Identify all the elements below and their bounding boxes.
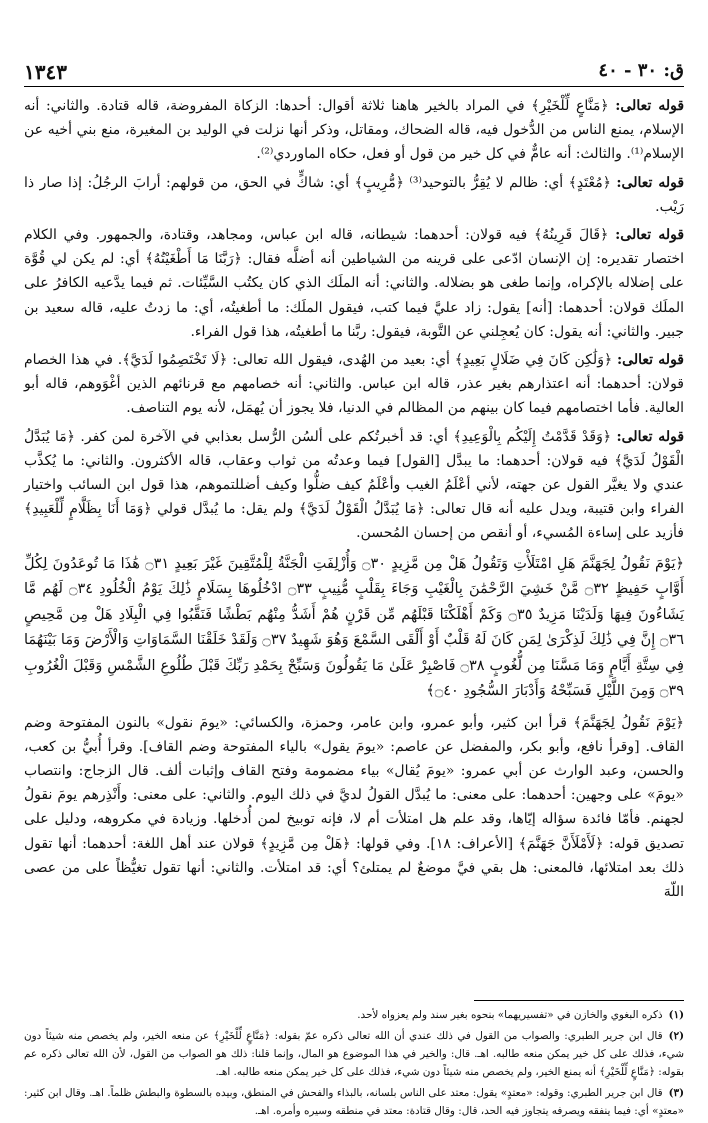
footnote-number: (١) [668,1009,684,1021]
footnote [24,1084,684,1120]
footnote-rule [474,1000,684,1001]
paragraph-lead: قوله تعالى: [616,174,685,191]
paragraph-text: ﴿قَالَ قَرِينُهُ﴾ فيه قولان: أحدهما: شيطانه، قاله ابن عباس، ومجاهد، وقتادة، والجمهور. وفي الكلام اختصار تقديره: إن الإنسان ادّعى على قرينه من الشياطين أنه أضلَّه فقال: ﴿رَبَّنَا مَا أَطْغَيْتُهُ﴾ أي: لم يكن لي قُوَّة على إضلاله بالإكراه، وإنما طغى هو بضلاله. والثاني: أنه الملَك الذي كان يكتُب السَّيِّئات. ثم فيما يدَّعيه الكافرُ على الملَك قولان: أحدهما: [أنه] يقول: زاد عليَّ فيما كتب، فيقول الملَك: ما أطغيتُه، أي: ما زدتُ عليه، قاله سعيد بن جبير. والثاني: أنه يقول: كان يُعجِلني عن التَّوبة، فيقول: ربَّنا ما أطغيتُه، هذا قول الفراء. [24,227,684,340]
paragraph [24,94,684,167]
paragraph-text: ﴿وَقَدْ قَدَّمْتُ إِلَيْكُم بِالْوَعِيدِ﴾ أي: قد أخبرتُكم على ألسُن الرُّسل بعذابي في الآخرة لمن كفر. ﴿مَا يُبَدَّلُ الْقَوْلُ لَدَيَّ﴾ فيه قولان: أحدهما: ما يبدَّل [القول] فيما وعدتُه من ثواب وعقاب، قاله الأكثرون. والثاني: ما يُكذَّب عندي ولا يغيَّر القول عن جهته، لأني أعْلَمُ الغيب وأعْلَمُ كيف ضلُّوا وكيف أضللتموهم، هذا قول ابن السائب واختيار الفراء وابن قتيبة، ويدل عليه أنه قال تعالى: ﴿مَا يُبَدَّلُ الْقَوْلُ لَدَيَّ﴾ ولم يقل: ما يُبدَّل قولي ﴿وَمَا أَنَا بِظَلَّامٍ لِّلْعَبِيدِ﴾ فأزيد على إساءة المُسيء، أو أنقص من إحسان المُحسن. [24,428,684,542]
quran-verses: ﴿يَوْمَ نَقُولُ لِجَهَنَّمَ هَلِ امْتَلَأْتِ وَتَقُولُ هَلْ مِن مَّزِيدٍ ۝٣٠ وَأُزْلِفَتِ الْجَنَّةُ لِلْمُتَّقِينَ غَيْرَ بَعِيدٍ ۝٣١ هَٰذَا مَا تُوعَدُونَ لِكُلِّ أَوَّابٍ حَفِيظٍ ۝٣٢ مَّنْ خَشِيَ الرَّحْمَٰنَ بِالْغَيْبِ وَجَاءَ بِقَلْبٍ مُّنِيبٍ ۝٣٣ ادْخُلُوهَا بِسَلَامٍ ذَٰلِكَ يَوْمُ الْخُلُودِ ۝٣٤ لَهُم مَّا يَشَاءُونَ فِيهَا وَلَدَيْنَا مَزِيدٌ ۝٣٥ وَكَمْ أَهْلَكْنَا قَبْلَهُم مِّن قَرْنٍ هُمْ أَشَدُّ مِنْهُم بَطْشًا فَنَقَّبُوا فِي الْبِلَادِ هَلْ مِن مَّحِيصٍ ۝٣٦ إِنَّ فِي ذَٰلِكَ لَذِكْرَىٰ لِمَن كَانَ لَهُ قَلْبٌ أَوْ أَلْقَى السَّمْعَ وَهُوَ شَهِيدٌ ۝٣٧ وَلَقَدْ خَلَقْنَا السَّمَاوَاتِ وَالْأَرْضَ وَمَا بَيْنَهُمَا فِي سِتَّةِ أَيَّامٍ وَمَا مَسَّنَا مِن لُّغُوبٍ ۝٣٨ فَاصْبِرْ عَلَىٰ مَا يَقُولُونَ وَسَبِّحْ بِحَمْدِ رَبِّكَ قَبْلَ طُلُوعِ الشَّمْسِ وَقَبْلَ الْغُرُوبِ ۝٣٩ وَمِنَ اللَّيْلِ فَسَبِّحْهُ وَأَدْبَارَ السُّجُودِ ۝٤٠﴾ [24,555,684,700]
footnote-number: (٢) [668,1030,684,1042]
footnote [24,1027,684,1081]
footnotes [24,1006,684,1123]
paragraph-text: ﴿مُعْتَدٍ﴾ أي: ظالم لا يُقِرُّ بالتوحيد⁽³⁾ ﴿مُّرِيبٍ﴾ أي: شاكٍّ في الحق، من قولهم: أرابَ الرجُلُ: إذا صار ذا رَيْب. [24,174,684,215]
verse-range: ق: ٣٠ - ٤٠ [598,60,684,81]
paragraph-lead: قوله تعالى: [615,227,685,244]
header-rule [24,86,684,87]
paragraph-text: ﴿وَلَٰكِن كَانَ فِي ضَلَالٍ بَعِيدٍ﴾ أي: بعيد من الهُدى، فيقول الله تعالى: ﴿لَا تَخْتَصِمُوا لَدَيَّ﴾. في هذا الخصام قولان: أحدهما: أنه اعتذارهم بغير عذر، قاله ابن عباس. والثاني: أنه خصامهم مع قرنائهم الذين أغْوَوهم، قاله أبو العالية. فأما اختصامهم فيما كان بينهم من المظالم في الدنيا، فلا يجوز أن يُهمَل، لأنه يوم التناصف. [24,352,684,417]
main-text [24,94,684,908]
paragraph [24,348,684,421]
paragraph [24,223,684,344]
paragraph-lead: قوله تعالى: [615,98,685,114]
paragraph-lead: قوله تعالى: [617,352,684,369]
footnote-text: قال ابن جرير الطبري: والصواب من القول في ذلك عندي أن الله تعالى ذكره عمّ بقوله: ﴿مَنَّاعٍ لِّلْخَيْرِ﴾ عن منعه الخير، ولم يخصص منه شيئاً دون شيء، فذلك على كل خير يمكن منعه طالبه. اهـ. قال: والخير في هذا الموضوع هو المال، وإنما قلنا: ذلك هو الصواب من القول، لأن الله تعالى ذكره عم بقوله: ﴿مَنَّاعٍ لِّلْخَيْرِ﴾ أنه يمنع الخير، ولم يخصص منه شيئاً دون شيء، فذلك على كل خير يمكن منعه طالبه. اهـ. [24,1030,684,1078]
closing-paragraph: ﴿يَوْمَ نَقُولُ لِجَهَنَّمَ﴾ قرأ ابن كثير، وأبو عمرو، وابن عامر، وحمزة، والكسائي: «يومَ نقول» بالنون المفتوحة وضم القاف. [وقرأ نافع، وأبو بكر، والمفضل عن عاصم: «يومَ يقول» بالياء المفتوحة وضم القاف]. وقرأ أُبيُّ بن كعب، والحسن، وعبد الوارث عن أبي عمرو: «يومَ يُقال» بياء مضمومة وفتح القاف وإثبات ألف. قال الزجاج: وانتصاب «يومَ» على وجهين: أحدهما: على معنى: ما يُبدَّل القولُ لديَّ في ذلك اليوم. والثاني: على معنى: وأَنْذِرهم يومَ نقولُ لجهنم. فأمّا فائدة سؤاله إيّاها، وقد علم هل امتلأت أم لا، فإنه توبيخ لمن أُدخلها. وزيادة في مكروهه، ودليل على تصديق قوله: ﴿لَأَمْلَأَنَّ جَهَنَّمَ﴾ [الأعراف: ١٨]. وفي قولها: ﴿هَلْ مِن مَّزِيدٍ﴾ قولان عند أهل اللغة: أحدهما: أنها تقول ذلك بعد امتلائها، فالمعنى: هل بقي فيَّ موضعٌ لم يمتلئ؟ أي: قد امتلأت. والثاني: أنها تقول تغيُّظاً على من عصى اللّهَ [24,714,684,901]
paragraph-text: ﴿مَنَّاعٍ لِّلْخَيْرِ﴾ في المراد بالخير هاهنا ثلاثة أقوال: أحدها: الزكاة المفروضة، قاله قتادة. والثاني: أنه الإسلام، يمنع الناس من الدُّخول فيه، قاله الضحاك، ومقاتل، وذكر أنها نزلت في الوليد بن المغيرة، منع بني أخيه عن الإسلام⁽¹⁾. والثالث: أنه عامٌّ في كل خير من قول أو فعل، حكاه الماوردي⁽²⁾. [24,98,684,163]
footnote-number: (٣) [668,1087,684,1099]
page-number: ١٣٤٣ [24,60,67,84]
footnote [24,1006,684,1024]
paragraph-lead: قوله تعالى: [616,428,685,445]
page-header [24,58,684,84]
footnote-text: ذكره البغوي والخازن في «تفسيريهما» بنحوه بغير سند ولم يعزواه لأحد. [357,1009,663,1021]
footnote-text: قال ابن جرير الطبري: وقوله: «معتدٍ» يقول: معتد على الناس بلسانه، بالبذاء والفحش في المنطق، وبيده بالسطوة والبطش ظلماً. اهـ. وقال ابن كثير: «معتدٍ» أي: فيما ينفقه ويصرفه يتجاوز فيه الحد، قال: وقال قتادة: معتد في منطقه وسيره وأمره. اهـ. [24,1087,684,1117]
paragraph [24,425,684,546]
paragraph [24,171,684,219]
